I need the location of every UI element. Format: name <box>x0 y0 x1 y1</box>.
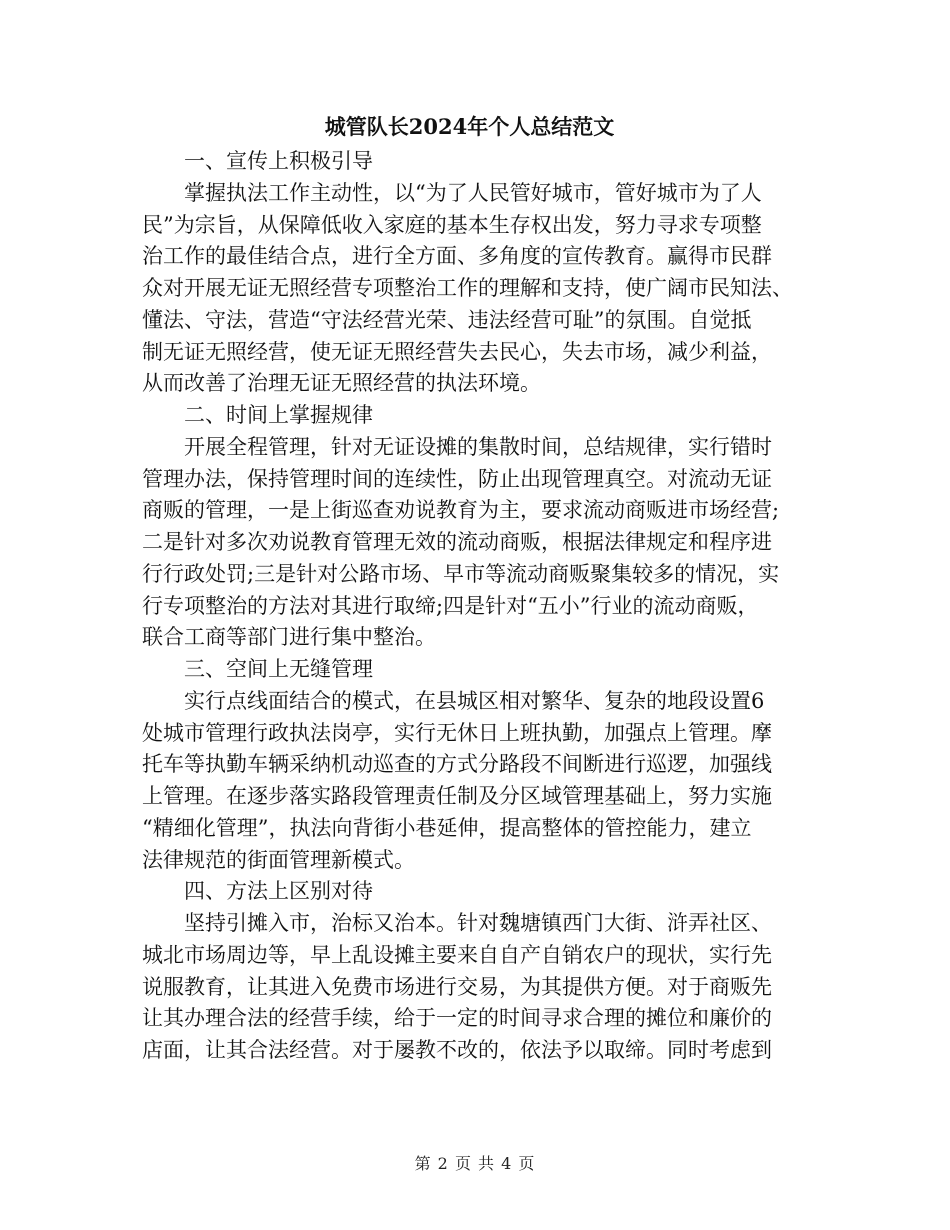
text-line: 管理办法，保持管理时间的连续性，防止出现管理真空。对流动无证 <box>142 466 772 491</box>
text-line: 掌握执法工作主动性，以“为了人民管好城市，管好城市为了人 <box>184 180 762 205</box>
text-line: 坚持引摊入市，治标又治本。针对魏塘镇西门大街、浒弄社区、 <box>184 911 772 935</box>
text-line: 处城市管理行政执法岗亭，实行无休日上班执勤，加强点上管理。摩 <box>142 720 772 745</box>
text-line: 实行点线面结合的模式，在县城区相对繁华、复杂的地段设置6 <box>184 688 765 713</box>
text-line: 店面，让其合法经营。对于屡教不改的，依法予以取缔。同时考虑到 <box>142 1038 772 1062</box>
text-line: 懂法、守法，营造“守法经营光荣、违法经营可耻”的氛围。自觉抵 <box>142 307 752 332</box>
section-heading: 四、方法上区别对待 <box>184 879 373 904</box>
text-line: 二是针对多次劝说教育管理无效的流动商贩，根据法律规定和程序进 <box>142 530 772 554</box>
section-heading: 三、空间上无缝管理 <box>184 657 373 681</box>
text-line: 行行政处罚;三是针对公路市场、早市等流动商贩聚集较多的情况，实 <box>142 561 780 586</box>
page-number-footer: 第 2 页 共 4 页 <box>414 1154 536 1173</box>
text-line: 上管理。在逐步落实路段管理责任制及分区域管理基础上，努力实施 <box>142 784 772 808</box>
text-line: 商贩的管理，一是上街巡查劝说教育为主，要求流动商贩进市场经营; <box>142 498 780 523</box>
text-line: 说服教育，让其进入免费市场进行交易，为其提供方便。对于商贩先 <box>142 974 772 999</box>
document-body <box>142 108 797 1067</box>
text-line: 众对开展无证无照经营专项整治工作的理解和支持，使广阔市民知法、 <box>142 276 793 300</box>
text-line: 联合工商等部门进行集中整治。 <box>142 625 436 650</box>
section-heading: 一、宣传上积极引导 <box>184 149 373 173</box>
text-line: “精细化管理”，执法向背街小巷延伸，提高整体的管控能力，建立 <box>142 815 752 840</box>
text-line: 治工作的最佳结合点，进行全方面、多角度的宣传教育。赢得市民群 <box>142 244 772 269</box>
text-line: 行专项整治的方法对其进行取缔;四是针对“五小”行业的流动商贩， <box>142 593 759 618</box>
text-line: 开展全程管理，针对无证设摊的集散时间，总结规律，实行错时 <box>184 434 772 459</box>
text-line: 民”为宗旨，从保障低收入家庭的基本生存权出发，努力寻求专项整 <box>142 212 762 237</box>
document-title: 城管队长2024年个人总结范文 <box>324 114 615 139</box>
document-text <box>142 146 797 1067</box>
text-line: 从而改善了治理无证无照经营的执法环境。 <box>142 371 541 396</box>
text-line: 让其办理合法的经营手续，给于一定的时间寻求合理的摊位和廉价的 <box>142 1006 772 1031</box>
section-heading: 二、时间上掌握规律 <box>184 403 373 427</box>
text-line: 城北市场周边等，早上乱设摊主要来自自产自销农户的现状，实行先 <box>142 942 772 967</box>
text-line: 制无证无照经营，使无证无照经营失去民心，失去市场，减少利益， <box>142 339 772 364</box>
text-line: 法律规范的街面管理新模式。 <box>142 847 415 872</box>
text-line: 托车等执勤车辆采纳机动巡查的方式分路段不间断进行巡逻，加强线 <box>142 752 772 777</box>
